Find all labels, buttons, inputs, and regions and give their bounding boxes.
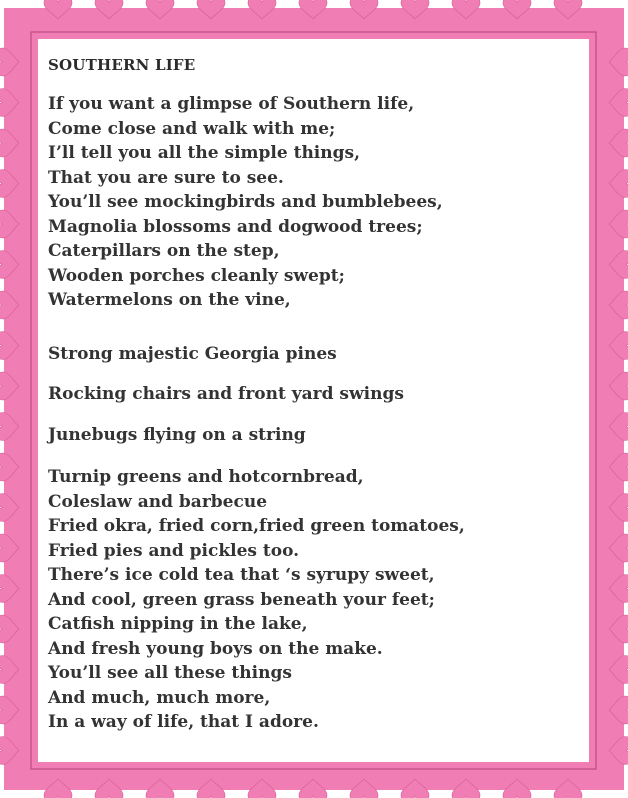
poem-line: Coleslaw and barbecue bbox=[48, 491, 268, 512]
poem-line: And much, much more, bbox=[48, 687, 271, 708]
poem-line: Come close and walk with me; bbox=[48, 118, 336, 139]
poem-line: That you are sure to see. bbox=[48, 167, 284, 188]
poem-line: And fresh young boys on the make. bbox=[48, 638, 383, 659]
stanza-4 bbox=[48, 423, 306, 448]
poem-line: Watermelons on the vine, bbox=[48, 290, 291, 310]
poem-line: Caterpillars on the step, bbox=[48, 241, 280, 261]
poem-paper bbox=[38, 39, 589, 762]
poem-line: Rocking chairs and front yard swings bbox=[48, 384, 404, 404]
poem-line: Catfish nipping in the lake, bbox=[48, 614, 308, 634]
poem-line: Magnolia blossoms and dogwood trees; bbox=[48, 216, 423, 237]
poem-line: Fried okra, fried corn,fried green tomatoes, bbox=[48, 516, 465, 536]
poem-line: You’ll see all these things bbox=[48, 663, 292, 683]
stanza-1 bbox=[48, 92, 443, 313]
poem-line: If you want a glimpse of Southern life, bbox=[48, 94, 415, 114]
poem-line: You’ll see mockingbirds and bumblebees, bbox=[48, 192, 443, 212]
stanza-3 bbox=[48, 382, 404, 407]
poem-line: Junebugs flying on a string bbox=[48, 425, 306, 445]
stanza-5 bbox=[48, 465, 465, 735]
poem-line: Strong majestic Georgia pines bbox=[48, 344, 337, 364]
poem-line: And cool, green grass beneath your feet; bbox=[48, 589, 435, 610]
poem-line: Wooden porches cleanly swept; bbox=[48, 265, 345, 286]
poem-line: There’s ice cold tea that ‘s syrupy sweet, bbox=[48, 565, 435, 585]
poem-title: SOUTHERN LIFE bbox=[48, 56, 196, 74]
poem-line: Turnip greens and hotcornbread, bbox=[48, 467, 364, 487]
poem-line: Fried pies and pickles too. bbox=[48, 540, 300, 561]
stanza-2 bbox=[48, 342, 337, 367]
poem-line: I’ll tell you all the simple things, bbox=[48, 143, 361, 163]
poem-line: In a way of life, that I adore. bbox=[48, 712, 319, 732]
